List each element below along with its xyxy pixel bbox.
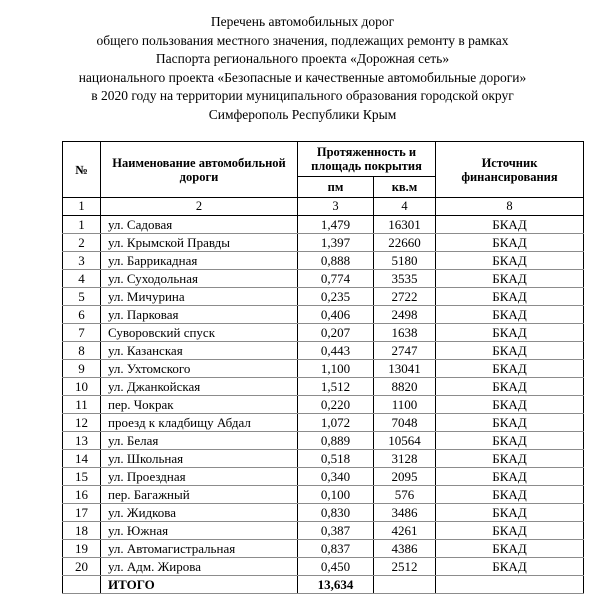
table-header (63, 142, 584, 216)
title-line: национального проекта «Безопасные и качественные автомобильные дороги» (78, 69, 527, 85)
cell-row-number: 5 (63, 288, 101, 306)
cell-funding-source: БКАД (436, 378, 584, 396)
cell-road-name: ул. Суходольная (101, 270, 298, 288)
cell-road-name: ул. Ухтомского (101, 360, 298, 378)
cell-road-name: ул. Адм. Жирова (101, 558, 298, 576)
cell-row-number: 4 (63, 270, 101, 288)
title-line: Паспорта регионального проекта «Дорожная сеть» (155, 51, 450, 67)
cell-row-number: 14 (63, 450, 101, 468)
cell-length-pm: 0,235 (298, 288, 374, 306)
cell-row-number: 13 (63, 432, 101, 450)
cell-area-sqm: 1638 (374, 324, 436, 342)
col-header-num: № (63, 142, 101, 198)
cell-length-pm: 0,518 (298, 450, 374, 468)
cell-row-number: 11 (63, 396, 101, 414)
cell-funding-source: БКАД (436, 432, 584, 450)
column-number: 3 (298, 198, 374, 216)
cell-length-pm: 0,207 (298, 324, 374, 342)
column-number: 2 (101, 198, 298, 216)
cell-row-number: 16 (63, 486, 101, 504)
cell-road-name: ул. Школьная (101, 450, 298, 468)
title-line: Перечень автомобильных дорог (210, 14, 395, 29)
cell-road-name: пер. Багажный (101, 486, 298, 504)
cell-area-sqm: 3535 (374, 270, 436, 288)
cell-area-sqm: 16301 (374, 216, 436, 234)
cell-row-number: 3 (63, 252, 101, 270)
table-row (63, 432, 584, 450)
cell-length-pm: 0,387 (298, 522, 374, 540)
table-row (63, 252, 584, 270)
cell-funding-source: БКАД (436, 216, 584, 234)
cell-area-sqm: 3486 (374, 504, 436, 522)
cell-row-number: 7 (63, 324, 101, 342)
cell-area-sqm: 13041 (374, 360, 436, 378)
cell-funding-source: БКАД (436, 360, 584, 378)
cell-road-name: ул. Белая (101, 432, 298, 450)
cell-total-label: ИТОГО (101, 576, 298, 594)
cell-funding-source: БКАД (436, 270, 584, 288)
cell-row-number: 19 (63, 540, 101, 558)
table-row (63, 468, 584, 486)
cell-funding-source: БКАД (436, 306, 584, 324)
cell-length-pm: 0,443 (298, 342, 374, 360)
column-numbers-row (63, 198, 584, 216)
cell-length-pm: 0,450 (298, 558, 374, 576)
header-row (63, 142, 584, 177)
cell-funding-source: БКАД (436, 450, 584, 468)
cell-area-sqm: 10564 (374, 432, 436, 450)
cell-total-pm: 13,634 (298, 576, 374, 594)
total-row (63, 576, 584, 594)
column-number: 8 (436, 198, 584, 216)
cell-length-pm: 0,837 (298, 540, 374, 558)
cell-road-name: пер. Чокрак (101, 396, 298, 414)
cell-area-sqm: 8820 (374, 378, 436, 396)
table-row (63, 324, 584, 342)
cell-funding-source: БКАД (436, 540, 584, 558)
table-row (63, 504, 584, 522)
document-title (0, 13, 605, 125)
cell-length-pm: 0,889 (298, 432, 374, 450)
cell-road-name: ул. Проездная (101, 468, 298, 486)
cell-funding-source: БКАД (436, 558, 584, 576)
cell-area-sqm: 2512 (374, 558, 436, 576)
roads-table (62, 141, 584, 594)
cell-row-number: 2 (63, 234, 101, 252)
cell-funding-source: БКАД (436, 504, 584, 522)
col-header-pm: пм (298, 177, 374, 198)
cell-road-name: ул. Баррикадная (101, 252, 298, 270)
cell-area-sqm: 7048 (374, 414, 436, 432)
title-line: общего пользования местного значения, подлежащих ремонту в рамках (96, 32, 509, 48)
cell-row-number: 9 (63, 360, 101, 378)
cell-funding-source: БКАД (436, 468, 584, 486)
cell-row-number: 10 (63, 378, 101, 396)
cell-funding-source: БКАД (436, 396, 584, 414)
cell-area-sqm (374, 576, 436, 594)
cell-row-number: 12 (63, 414, 101, 432)
table-row (63, 414, 584, 432)
cell-length-pm: 1,397 (298, 234, 374, 252)
cell-funding-source: БКАД (436, 414, 584, 432)
cell-length-pm: 0,100 (298, 486, 374, 504)
cell-area-sqm: 2722 (374, 288, 436, 306)
col-header-extent-group: Протяженность и площадь покрытия (298, 142, 436, 177)
table-body (63, 216, 584, 594)
cell-area-sqm: 2747 (374, 342, 436, 360)
cell-length-pm: 1,072 (298, 414, 374, 432)
cell-length-pm: 1,479 (298, 216, 374, 234)
table-row (63, 486, 584, 504)
table-row (63, 234, 584, 252)
cell-area-sqm: 4261 (374, 522, 436, 540)
cell-row-number: 20 (63, 558, 101, 576)
cell-road-name: ул. Парковая (101, 306, 298, 324)
cell-length-pm: 0,406 (298, 306, 374, 324)
cell-row-number: 18 (63, 522, 101, 540)
cell-funding-source: БКАД (436, 324, 584, 342)
title-line: Симферополь Республики Крым (208, 106, 397, 122)
table-row (63, 558, 584, 576)
cell-funding-source: БКАД (436, 234, 584, 252)
cell-road-name: ул. Мичурина (101, 288, 298, 306)
cell-area-sqm: 1100 (374, 396, 436, 414)
table-row (63, 288, 584, 306)
table-row (63, 342, 584, 360)
cell-row-number: 17 (63, 504, 101, 522)
cell-funding-source: БКАД (436, 486, 584, 504)
cell-funding-source: БКАД (436, 342, 584, 360)
cell-length-pm: 0,340 (298, 468, 374, 486)
cell-road-name: проезд к кладбищу Абдал (101, 414, 298, 432)
cell-road-name: ул. Жидкова (101, 504, 298, 522)
cell-area-sqm: 4386 (374, 540, 436, 558)
table-row (63, 306, 584, 324)
table-row (63, 540, 584, 558)
cell-row-number: 8 (63, 342, 101, 360)
table-row (63, 378, 584, 396)
cell-length-pm: 1,512 (298, 378, 374, 396)
table-row (63, 396, 584, 414)
cell-area-sqm: 576 (374, 486, 436, 504)
cell-row-number: 6 (63, 306, 101, 324)
column-number: 1 (63, 198, 101, 216)
col-header-funding-source: Источник финансирования (436, 142, 584, 198)
column-number: 4 (374, 198, 436, 216)
cell-road-name: ул. Крымской Правды (101, 234, 298, 252)
table-row (63, 216, 584, 234)
cell-funding-source: БКАД (436, 252, 584, 270)
cell-area-sqm: 2095 (374, 468, 436, 486)
table-row (63, 360, 584, 378)
cell-length-pm: 0,830 (298, 504, 374, 522)
cell-area-sqm: 3128 (374, 450, 436, 468)
table-row (63, 522, 584, 540)
cell-road-name: ул. Садовая (101, 216, 298, 234)
col-header-sqm: кв.м (374, 177, 436, 198)
cell-road-name: ул. Казанская (101, 342, 298, 360)
cell-area-sqm: 5180 (374, 252, 436, 270)
cell-road-name: ул. Южная (101, 522, 298, 540)
cell-funding-source (436, 576, 584, 594)
cell-road-name: ул. Джанкойская (101, 378, 298, 396)
cell-length-pm: 0,774 (298, 270, 374, 288)
cell-length-pm: 0,888 (298, 252, 374, 270)
cell-area-sqm: 2498 (374, 306, 436, 324)
cell-funding-source: БКАД (436, 522, 584, 540)
cell-length-pm: 0,220 (298, 396, 374, 414)
col-header-road-name: Наименование автомобильной дороги (101, 142, 298, 198)
table-row (63, 270, 584, 288)
cell-road-name: ул. Автомагистральная (101, 540, 298, 558)
table-row (63, 450, 584, 468)
cell-road-name: Суворовский спуск (101, 324, 298, 342)
title-line: в 2020 году на территории муниципального образования городской округ (91, 88, 514, 104)
cell-row-number: 1 (63, 216, 101, 234)
cell-length-pm: 1,100 (298, 360, 374, 378)
cell-area-sqm: 22660 (374, 234, 436, 252)
cell-funding-source: БКАД (436, 288, 584, 306)
cell-row-number (63, 576, 101, 594)
cell-row-number: 15 (63, 468, 101, 486)
